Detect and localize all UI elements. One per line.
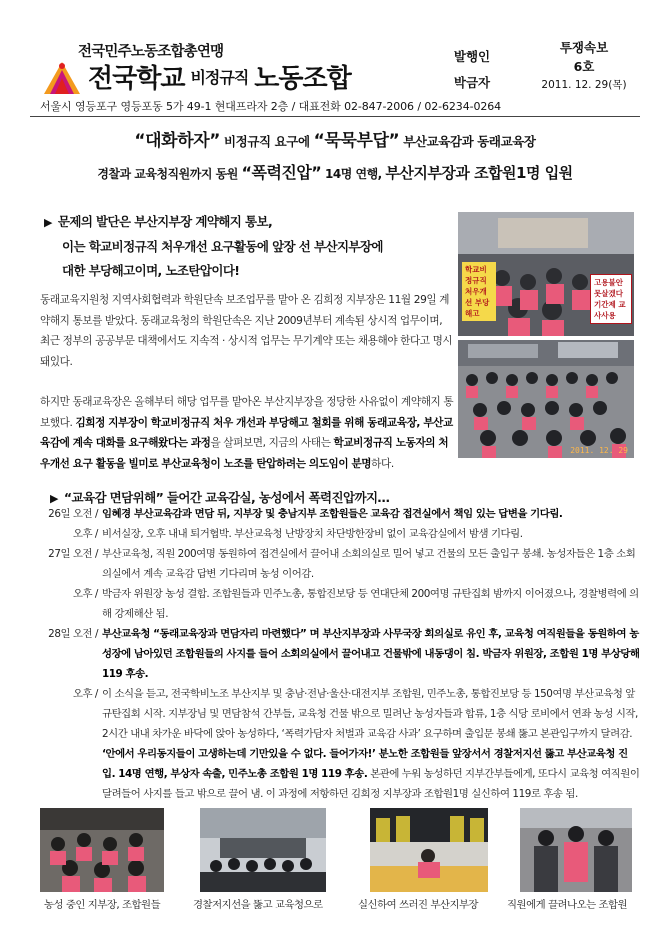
bullet-triangle-icon: ▶ bbox=[50, 492, 58, 505]
photo-member-dragged bbox=[520, 808, 632, 892]
protest-sign-right: 고용불안 못살겠다 기간제 교사사용 bbox=[590, 274, 632, 324]
issue-type: 투쟁속보 bbox=[559, 40, 609, 55]
timeline-event-text bbox=[102, 624, 640, 684]
timeline-event-text bbox=[102, 684, 640, 804]
section-heading: ▶ “교육감 면담위해” 들어간 교육감실, 농성에서 폭력진압까지… bbox=[50, 490, 390, 505]
timeline-time-label: 오후 / bbox=[72, 528, 98, 540]
timeline-event-text bbox=[102, 504, 640, 524]
article-paragraph-1: 동래교육지원청 지역사회협력과 학원단속 보조업무를 맡아 온 김희정 지부장은 11월 29일 계약해지 통보를 받았다. 동래교육청의 학원단속은 지난 2009년부터 계속된 상시적 업무이며, 최근 정부의 공공부문 대책에서도 지속적 · 상시적 업무는 무기계약 또는 채용해야 한다고 명시돼있다. bbox=[40, 294, 453, 368]
timeline-row bbox=[34, 504, 640, 524]
timeline-emphasis: 임혜경 부산교육감과 면담 뒤, 지부장 및 충남지부 조합원들은 교육감 접견실에서 책임 있는 답변을 기다림. bbox=[102, 508, 563, 520]
timeline-text: 이 소식을 듣고, 전국학비노조 부산지부 및 충남·전남·울산·대전지부 조합원, 민주노총, 통합진보당 등 150여명 부산교육청 앞 규탄집회 시작. 지부장님 및 면담참석 간부들, 교육청 건물 밖으로 밀려난 농성자들과 합류, 1층 식당 로비에서 연좌 농성 시작, 2시간 내내 차가운 바닥에 앉아 농성하다, ‘폭력가담자 처벌과 교육감 사과’ 요구하며 출입문 봉쇄 뚫고 본관입구까지 달려감. bbox=[102, 688, 638, 740]
timeline-row bbox=[34, 684, 640, 804]
timeline-text: 박금자 위원장 농성 결합. 조합원들과 민주노총, 통합진보당 등 연대단체 200여명 규탄집회 밤까지 이어졌으나, 경찰병력에 의해 강제해산 됨. bbox=[102, 588, 639, 620]
event-timeline bbox=[34, 504, 640, 804]
caption-police-line: 경찰저지선을 뚫고 교육청으로 bbox=[193, 899, 323, 911]
issue-number: 6호 bbox=[573, 59, 595, 74]
photo-police-line bbox=[200, 808, 326, 892]
timeline-row bbox=[34, 624, 640, 684]
timeline-row bbox=[34, 524, 640, 544]
photo-collapsed-leader bbox=[370, 808, 488, 892]
bullet-triangle-icon: ▶ bbox=[44, 216, 52, 229]
federation-name: 전국민주노동조합총연맹 bbox=[78, 44, 224, 60]
masthead-divider bbox=[30, 116, 640, 117]
timeline-time-label: 오후 / bbox=[72, 588, 98, 600]
caption-member-dragged: 직원에게 끌려나오는 조합원 bbox=[507, 899, 628, 911]
article-paragraph-2: 하지만 동래교육장은 올해부터 해당 업무를 맡아온 부산지부장을 정당한 사유없이 계약해지 통보했다. 김희정 지부장이 학교비정규직 처우 개선과 부당해고 철회를 위해 동래교육장, 부산교육감에 계속 대화를 요구해왔다는 과정을 살펴보면, 지금의 사태는 학교비정규직 노동자의 처우개선 요구 활동을 빌미로 부산교육청이 노조를 탄압하려는 의도임이 분명하다. bbox=[40, 396, 454, 470]
timeline-time-label: 28일 오전 / bbox=[48, 628, 98, 640]
timeline-text: 비서실장, 오후 내내 퇴거협박. 부산교육청 난방장치 차단방한장비 없이 교육감실에서 밤샘 기다림. bbox=[102, 528, 523, 540]
timeline-row bbox=[34, 544, 640, 584]
timeline-text: 본관에 누워 농성하던 지부간부들에게, 또다시 교육청 여직원이 달려들어 사지를 들고 밖으로 끌어 냄. 이 과정에 저항하던 김희정 지부장과 조합원1명 실신하여 119로 후송 됨. bbox=[102, 768, 640, 800]
issue-date: 2011. 12. 29(목) bbox=[541, 79, 627, 91]
timeline-event-text bbox=[102, 584, 640, 624]
photo-timestamp: 2011. 12. 29 bbox=[570, 446, 628, 455]
union-logo-icon bbox=[42, 60, 82, 96]
protest-photo-middle bbox=[458, 340, 634, 458]
union-name: 전국학교 비정규직 노동조합 bbox=[88, 64, 351, 94]
publisher-label: 발행인 bbox=[453, 49, 491, 64]
timeline-time-label: 26일 오전 / bbox=[48, 508, 98, 520]
timeline-emphasis: 부산교육청 “동래교육장과 면담자리 마련했다” 며 부산지부장과 사무국장 회의실로 유인 후, 교육청 여직원들을 동원하여 농성장에 남아있던 조합원들의 사지를 들어 소회의실에서 끌어내고 건물밖에 내동댕이 침. 박금자 위원장, 조합원 1명 부상당해 119 후송. bbox=[102, 628, 640, 680]
timeline-text: 부산교육청, 직원 200여명 동원하여 접견실에서 끌어내 소회의실로 밀어 넣고 건물의 모든 출입구 봉쇄. 농성자들은 1층 소회의실에서 계속 교육감 답변 기다리며 농성 이어감. bbox=[102, 548, 636, 580]
protest-sign-left: 학교비정규직 처우개선 부당해고 bbox=[462, 262, 496, 321]
timeline-row bbox=[34, 584, 640, 624]
timeline-time-label: 오후 / bbox=[72, 688, 98, 700]
headline-line1: “대화하자” 비정규직 요구에 “묵묵부답” 부산교육감과 동래교육장 bbox=[134, 131, 536, 151]
timeline-event-text bbox=[102, 524, 640, 544]
photo-sit-in bbox=[40, 808, 164, 892]
lead-statement: ▶ 문제의 발단은 부산지부장 계약해지 통보, 이는 학교비정규직 처우개선 요구활동에 앞장 선 부산지부장에 대한 부당해고이며, 노조탄압이다! bbox=[44, 214, 383, 278]
timeline-time-label: 27일 오전 / bbox=[48, 548, 98, 560]
timeline-event-text bbox=[102, 544, 640, 584]
publisher-name: 박금자 bbox=[453, 75, 491, 90]
address-line: 서울시 영등포구 영등포동 5가 49-1 현대프라자 2층 / 대표전화 02-847-2006 / 02-6234-0264 bbox=[40, 100, 502, 113]
caption-sit-in: 농성 중인 지부장, 조합원들 bbox=[44, 899, 161, 911]
headline-line2: 경찰과 교육청직원까지 동원 “폭력진압” 14명 연행, 부산지부장과 조합원1명 입원 bbox=[97, 163, 573, 182]
masthead bbox=[0, 0, 670, 120]
timeline-emphasis: ‘안에서 우리동지들이 고생하는데 기만있을 수 없다. 들어가자!’ 분노한 조합원들 앞장서서 경찰저지선 뚫고 부산교육청 진입. 14명 연행, 부상자 속출, 민주노총 조합원 1명 119 후송. bbox=[102, 748, 628, 780]
caption-collapsed-leader: 실신하여 쓰러진 부산지부장 bbox=[358, 899, 479, 911]
protest-photo-top bbox=[458, 212, 634, 336]
issue-block bbox=[534, 38, 634, 95]
publisher-block bbox=[448, 44, 496, 96]
